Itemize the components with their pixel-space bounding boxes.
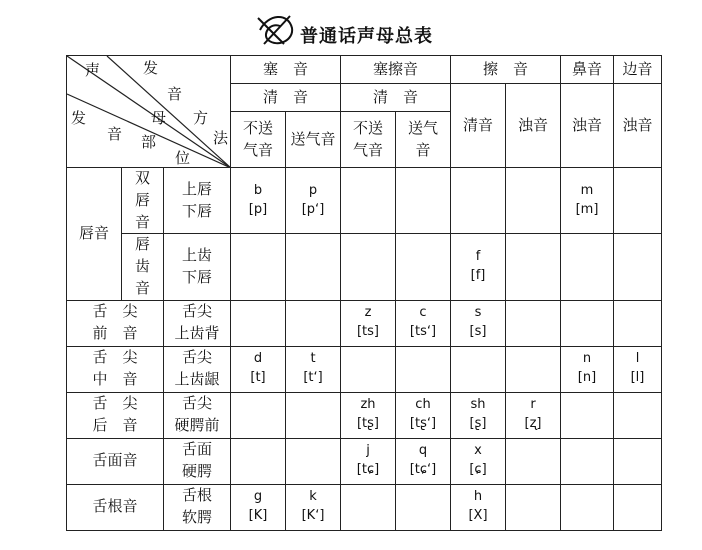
corner-char: 母 — [151, 109, 167, 127]
empty-cell — [451, 168, 506, 234]
ipa: [ʐ] — [524, 416, 542, 431]
articulator-line: 舌尖 — [181, 394, 212, 413]
corner-char: 位 — [175, 149, 191, 167]
initial-cell — [231, 484, 286, 530]
empty-cell — [506, 300, 561, 346]
place-apical-front — [67, 300, 164, 346]
header-lateral-voiced: 浊音 — [614, 84, 662, 168]
place-line: 舌 尖 — [92, 394, 138, 413]
articulator-line: 软腭 — [181, 508, 212, 526]
ipa: [n] — [577, 370, 597, 385]
header-stop-aspirated: 送气音 — [286, 112, 341, 168]
articulator-line: 舌根 — [181, 486, 212, 505]
initial-cell — [561, 346, 614, 392]
empty-cell — [341, 346, 396, 392]
empty-cell — [231, 300, 286, 346]
corner-char: 声 — [85, 61, 101, 79]
articulator-apical-front — [164, 300, 231, 346]
pinyin: ch — [415, 397, 431, 413]
corner-char: 部 — [141, 133, 157, 151]
empty-cell — [396, 346, 451, 392]
empty-cell — [286, 392, 341, 438]
ipa: [s] — [469, 324, 487, 339]
pinyin: r — [530, 397, 536, 413]
header-fricative: 擦 音 — [451, 56, 561, 84]
initial-cell — [451, 234, 506, 300]
place-line: 后 音 — [92, 416, 138, 434]
articulator-line: 舌面 — [181, 440, 212, 459]
pinyin: h — [473, 489, 483, 505]
articulator-line: 上齿龈 — [174, 370, 220, 388]
pinyin: k — [309, 489, 317, 505]
header-line: 气音 — [242, 140, 273, 159]
pinyin: q — [418, 443, 428, 459]
empty-cell — [451, 346, 506, 392]
empty-cell — [396, 168, 451, 234]
place-char: 音 — [134, 278, 150, 297]
articulator-dorsal — [164, 438, 231, 484]
pinyin: x — [474, 443, 482, 459]
initial-cell — [341, 300, 396, 346]
place-char: 唇 — [134, 235, 150, 254]
pinyin: n — [582, 351, 592, 367]
empty-cell — [231, 392, 286, 438]
initial-cell — [451, 438, 506, 484]
initial-cell — [286, 484, 341, 530]
page-title: 普通话声母总表 — [300, 26, 433, 47]
empty-cell — [341, 484, 396, 530]
place-line: 前 音 — [92, 324, 138, 342]
initial-cell — [451, 300, 506, 346]
initial-cell — [614, 346, 662, 392]
empty-cell — [506, 346, 561, 392]
header-line: 不送 — [352, 118, 383, 137]
initial-cell — [396, 438, 451, 484]
articulator-line: 舌尖 — [181, 348, 212, 367]
empty-cell — [561, 438, 614, 484]
pinyin: d — [253, 351, 263, 367]
header-line: 不送 — [242, 118, 273, 137]
corner-char: 发 — [143, 59, 159, 77]
ipa: [m] — [575, 201, 599, 217]
header-line: 送气 — [407, 118, 438, 137]
header-fricative-voiceless: 清音 — [451, 84, 506, 168]
articulator-line: 上齿背 — [174, 324, 220, 342]
initial-cell — [451, 484, 506, 530]
pinyin: sh — [470, 397, 486, 413]
place-labiodental — [122, 234, 164, 300]
header-line: 音 — [415, 140, 431, 159]
corner-char: 音 — [167, 85, 183, 103]
empty-cell — [396, 484, 451, 530]
place-dorsal: 舌面音 — [67, 438, 164, 484]
empty-cell — [614, 234, 662, 300]
empty-cell — [614, 484, 662, 530]
articulator-line: 硬腭前 — [174, 416, 220, 434]
ipa: [pʻ] — [301, 201, 325, 217]
header-nasal: 鼻音 — [561, 56, 614, 84]
initial-cell — [341, 438, 396, 484]
empty-cell — [614, 392, 662, 438]
header-affricate-aspirated — [396, 112, 451, 168]
empty-cell — [506, 438, 561, 484]
place-line: 舌 尖 — [92, 302, 138, 321]
empty-cell — [286, 300, 341, 346]
ipa: [tɕʻ] — [409, 462, 437, 477]
header-affricate-voiceless: 清 音 — [341, 84, 451, 112]
header-fricative-voiced: 浊音 — [506, 84, 561, 168]
empty-cell — [341, 168, 396, 234]
articulator-line: 舌尖 — [181, 302, 212, 321]
initial-cell — [286, 346, 341, 392]
place-apical-mid — [67, 346, 164, 392]
articulator-labiodental — [164, 234, 231, 300]
initial-cell — [231, 168, 286, 234]
place-char: 齿 — [134, 257, 150, 275]
empty-cell — [506, 234, 561, 300]
corner-char: 法 — [213, 129, 229, 147]
ipa: [tsʻ] — [409, 324, 437, 339]
initial-cell — [396, 300, 451, 346]
scribble-icon — [254, 10, 298, 50]
initial-cell — [396, 392, 451, 438]
header-stop-voiceless: 清 音 — [231, 84, 341, 112]
ipa: [p] — [248, 201, 268, 217]
ipa: [X] — [468, 508, 488, 523]
corner-char: 音 — [107, 125, 123, 143]
articulator-apical-mid — [164, 346, 231, 392]
ipa: [tʂʻ] — [409, 416, 437, 431]
place-bilabial — [122, 168, 164, 234]
empty-cell — [286, 438, 341, 484]
pinyin: t — [310, 351, 316, 367]
place-line: 中 音 — [92, 370, 138, 388]
empty-cell — [561, 484, 614, 530]
pinyin: f — [475, 249, 481, 265]
corner-char: 方 — [193, 109, 209, 127]
place-velar: 舌根音 — [67, 484, 164, 530]
ipa: [l] — [630, 370, 645, 385]
empty-cell — [506, 168, 561, 234]
place-char: 音 — [134, 212, 150, 231]
articulator-apical-back — [164, 392, 231, 438]
empty-cell — [614, 300, 662, 346]
empty-cell — [396, 234, 451, 300]
pinyin: m — [580, 182, 594, 198]
articulator-line: 上齿 — [181, 246, 212, 265]
initial-cell — [451, 392, 506, 438]
initial-cell — [341, 392, 396, 438]
ipa: [tʂ] — [356, 416, 379, 431]
pinyin: j — [366, 443, 370, 459]
pinyin: p — [308, 182, 318, 198]
initial-cell — [561, 168, 614, 234]
empty-cell — [561, 234, 614, 300]
ipa: [ts] — [356, 324, 379, 339]
ipa: [K] — [248, 508, 268, 523]
header-stop-unaspirated — [231, 112, 286, 168]
ipa: [tɕ] — [356, 462, 380, 477]
empty-cell — [614, 438, 662, 484]
empty-cell — [286, 234, 341, 300]
ipa: [Kʻ] — [301, 508, 325, 523]
place-line: 舌 尖 — [92, 348, 138, 367]
place-apical-back — [67, 392, 164, 438]
initials-table — [66, 55, 662, 531]
empty-cell — [231, 438, 286, 484]
initial-cell — [506, 392, 561, 438]
ipa: [tʻ] — [303, 370, 323, 385]
pinyin: c — [419, 305, 427, 321]
ipa: [ʂ] — [469, 416, 487, 431]
pinyin: z — [364, 305, 372, 321]
empty-cell — [561, 300, 614, 346]
initial-cell — [231, 346, 286, 392]
ipa: [t] — [250, 370, 266, 385]
articulator-line: 下唇 — [181, 267, 212, 286]
pinyin: g — [253, 489, 263, 505]
articulator-velar — [164, 484, 231, 530]
empty-cell — [561, 392, 614, 438]
pinyin: s — [474, 305, 482, 321]
articulator-line: 上唇 — [181, 179, 212, 198]
empty-cell — [231, 234, 286, 300]
place-labial: 唇音 — [67, 168, 122, 301]
header-line: 气音 — [352, 140, 383, 159]
ipa: [f] — [470, 267, 486, 283]
empty-cell — [506, 484, 561, 530]
articulator-line: 硬腭 — [181, 462, 212, 480]
empty-cell — [341, 234, 396, 300]
initial-cell — [286, 168, 341, 234]
articulator-line: 下唇 — [181, 201, 212, 220]
ipa: [ɕ] — [469, 462, 487, 477]
header-lateral: 边音 — [614, 56, 662, 84]
header-corner — [67, 56, 231, 168]
place-char: 双 — [134, 169, 150, 187]
pinyin: zh — [360, 397, 376, 413]
articulator-bilabial — [164, 168, 231, 234]
pinyin: l — [635, 351, 640, 367]
header-stop: 塞 音 — [231, 56, 341, 84]
place-char: 唇 — [134, 190, 150, 209]
header-affricate: 塞擦音 — [341, 56, 451, 84]
header-nasal-voiced: 浊音 — [561, 84, 614, 168]
corner-char: 发 — [71, 109, 87, 127]
empty-cell — [614, 168, 662, 234]
header-affricate-unaspirated — [341, 112, 396, 168]
pinyin: b — [253, 182, 263, 198]
